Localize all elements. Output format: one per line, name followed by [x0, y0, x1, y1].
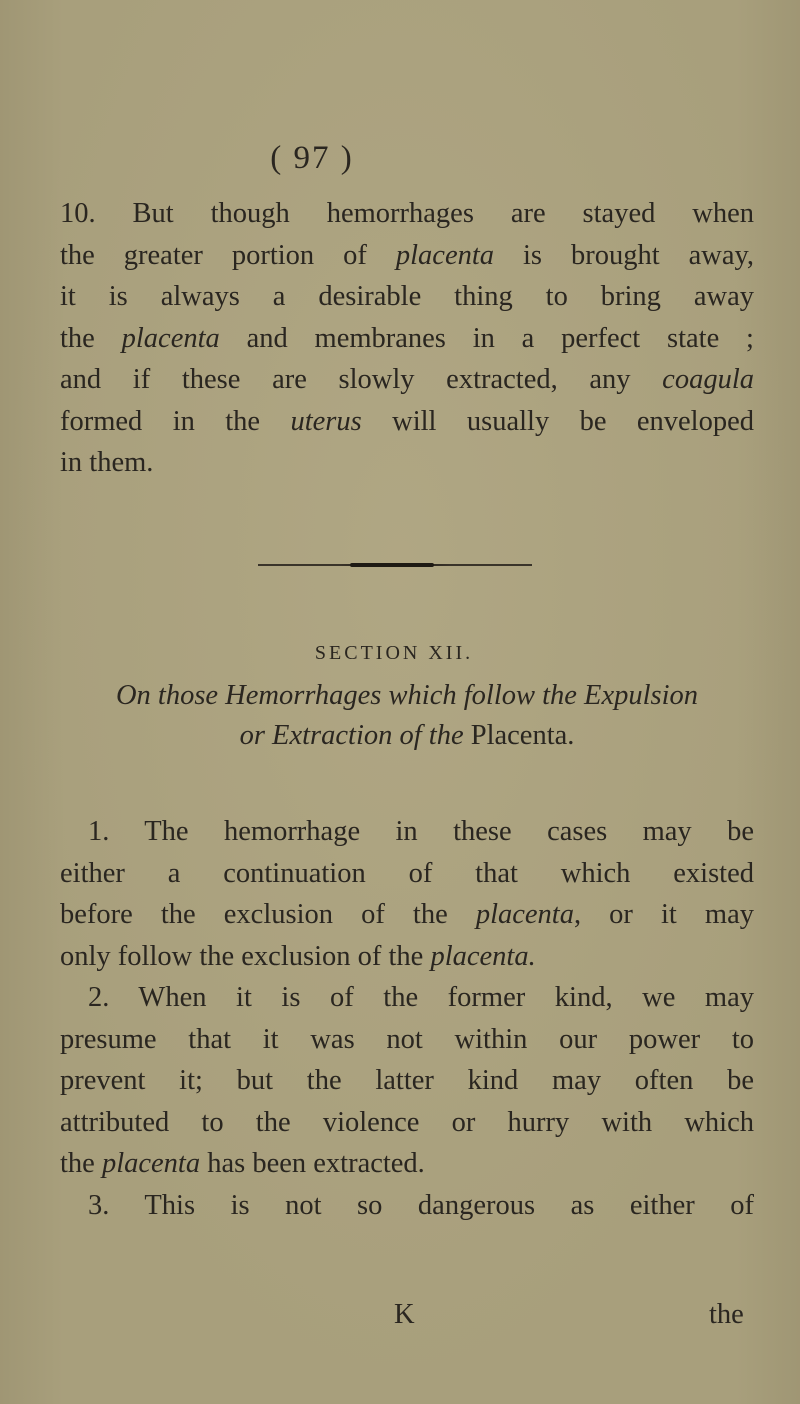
italic-text: placenta: [475, 899, 574, 930]
text-line: [60, 276, 754, 318]
text-run: 1. The hemorrhage in these cases may be: [88, 816, 754, 847]
text-run: 10. But though hemorrhages are stayed when: [60, 198, 754, 229]
section-heading: SECTION XII.: [314, 642, 474, 664]
italic-text: or Extraction of the: [239, 720, 464, 751]
text-line: [60, 1185, 754, 1227]
text-run: before the exclusion of the: [60, 899, 476, 930]
text-line: [60, 401, 754, 443]
italic-text: placenta: [121, 322, 220, 354]
text-run: presume that it was not within our power to: [60, 1023, 754, 1055]
text-run: it is always a desirable thing to bring away: [60, 281, 754, 312]
text-run: the greater portion of: [60, 239, 396, 271]
catchword: the: [709, 1299, 744, 1330]
text-run: and membranes in a perfect state ;: [219, 322, 754, 354]
text-line: [60, 318, 754, 360]
text-run: Placenta.: [463, 720, 575, 751]
text-run: either a continuation of that which existed: [60, 857, 754, 889]
text-line: [60, 811, 754, 853]
text-line: [60, 936, 754, 978]
text-line: [60, 894, 754, 936]
text-line: [60, 1143, 754, 1185]
text-line: [60, 442, 754, 484]
italic-text: placenta: [395, 239, 495, 271]
section-body: [60, 811, 754, 1226]
italic-text: placenta: [101, 1148, 201, 1179]
text-line: [60, 977, 754, 1019]
text-line: [60, 676, 754, 716]
paragraph-10: [60, 193, 754, 484]
text-run: will usually be enveloped: [361, 405, 754, 437]
text-run: attributed to the violence or hurry with which: [60, 1106, 754, 1138]
italic-text: On those Hemorrhages which follow the Expulsion: [115, 680, 699, 711]
text-line: [60, 359, 754, 401]
italic-text: placenta.: [430, 940, 536, 972]
text-run: formed in the: [60, 405, 291, 437]
text-run: 2. When it is of the former kind, we may: [88, 982, 754, 1013]
text-run: 3. This is not so dangerous as either of: [88, 1189, 754, 1221]
section-divider-ornament: [350, 563, 434, 567]
italic-text: uterus: [290, 405, 362, 437]
page-number: ( 97 ): [270, 140, 354, 176]
italic-text: coagula: [662, 364, 754, 395]
text-line: [60, 1102, 754, 1144]
text-line: [60, 1060, 754, 1102]
text-line: [60, 193, 754, 235]
text-run: the: [60, 1148, 102, 1179]
text-line: [60, 1019, 754, 1061]
text-run: only follow the exclusion of the: [60, 940, 431, 972]
text-line: [60, 235, 754, 277]
section-title: [60, 676, 754, 756]
text-run: and if these are slowly extracted, any: [60, 364, 663, 395]
text-line: [60, 716, 754, 756]
text-run: , or it may: [573, 899, 754, 930]
text-run: prevent it; but the latter kind may often be: [60, 1065, 754, 1096]
text-run: in them.: [60, 447, 154, 478]
text-run: is brought away,: [494, 239, 755, 271]
text-line: [60, 853, 754, 895]
signature-mark: K: [394, 1299, 415, 1330]
text-run: the: [60, 322, 122, 354]
text-run: has been extracted.: [200, 1148, 425, 1179]
